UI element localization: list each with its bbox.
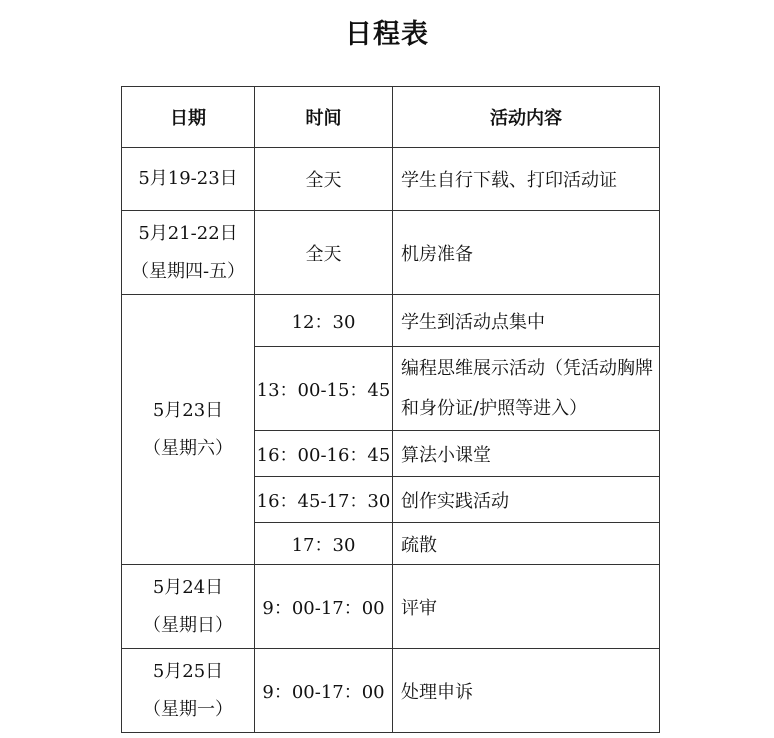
header-row	[122, 87, 660, 148]
date-text: 5月23日	[152, 399, 224, 421]
time-cell: 全天	[255, 211, 393, 295]
header-time: 时间	[255, 87, 393, 148]
date-cell	[122, 565, 255, 649]
time-cell: 16：45-17：30	[255, 477, 393, 523]
weekday-text: （星期日）	[143, 614, 233, 636]
weekday-text: （星期六）	[143, 437, 233, 459]
activity-cell: 创作实践活动	[393, 477, 660, 523]
activity-cell: 算法小课堂	[393, 431, 660, 477]
activity-cell: 编程思维展示活动（凭活动胸牌和身份证/护照等进入）	[393, 347, 660, 431]
header-activity: 活动内容	[393, 87, 660, 148]
time-cell: 16：00-16：45	[255, 431, 393, 477]
schedule-table	[121, 86, 660, 733]
activity-cell: 疏散	[393, 523, 660, 565]
activity-cell: 机房准备	[393, 211, 660, 295]
activity-cell: 学生到活动点集中	[393, 295, 660, 347]
date-cell	[122, 295, 255, 565]
date-cell	[122, 211, 255, 295]
page-title: 日程表	[345, 19, 429, 50]
table-row	[122, 649, 660, 733]
date-cell	[122, 148, 255, 211]
header-date: 日期	[122, 87, 255, 148]
table-row	[122, 295, 660, 347]
table-row	[122, 211, 660, 295]
activity-cell: 评审	[393, 565, 660, 649]
time-cell: 9：00-17：00	[255, 649, 393, 733]
time-cell: 全天	[255, 148, 393, 211]
date-text: 5月19-23日	[138, 168, 238, 189]
weekday-text: （星期一）	[143, 698, 233, 720]
table-row	[122, 565, 660, 649]
date-text: 5月21-22日	[138, 222, 238, 244]
date-cell	[122, 649, 255, 733]
time-cell: 17：30	[255, 523, 393, 565]
date-text: 5月24日	[152, 576, 224, 598]
activity-cell: 处理申诉	[393, 649, 660, 733]
time-cell: 12：30	[255, 295, 393, 347]
time-cell: 9：00-17：00	[255, 565, 393, 649]
activity-cell: 学生自行下载、打印活动证	[393, 148, 660, 211]
table-row	[122, 148, 660, 211]
time-cell: 13：00-15：45	[255, 347, 393, 431]
date-text: 5月25日	[152, 660, 224, 682]
weekday-text: （星期四-五）	[130, 260, 246, 282]
